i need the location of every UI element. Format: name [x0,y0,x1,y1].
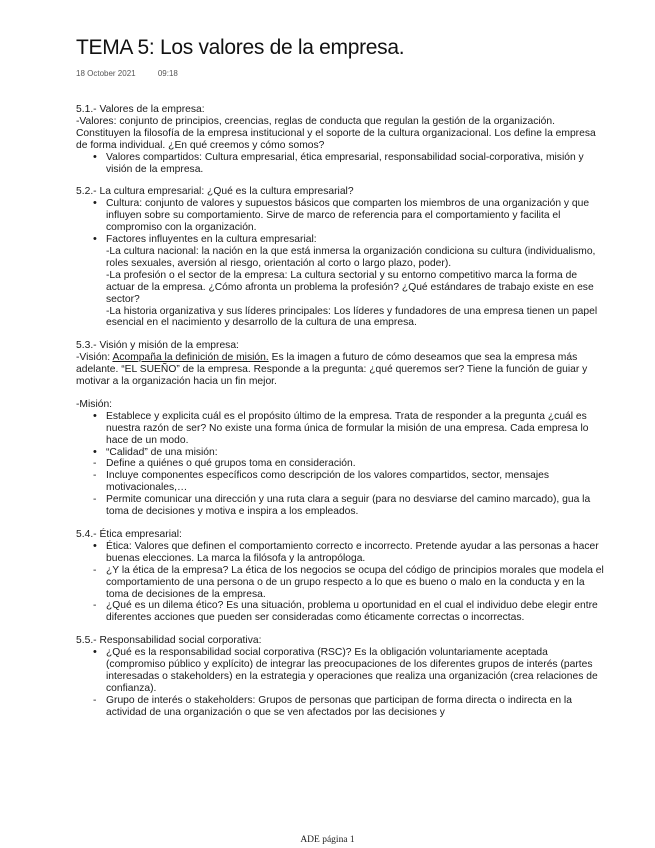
list-item: • Establece y explicita cuál es el propósito último de la empresa. Trata de responder a la pregunta ¿cuál es nuestra razón de ser? No existe una forma única de formular la misión de una empresa. Cada empresa lo hace de un modo. [106,411,608,447]
term-factores: Factores influyentes en la cultura empresarial: [106,234,317,246]
term-cultura: Cultura: [106,198,143,210]
bullet-list [76,198,608,329]
page-title: TEMA 5: Los valores de la empresa. [76,36,405,59]
dash-list [76,695,608,719]
list-item [106,565,608,601]
list-item [106,152,608,176]
term-etica-empresa: ¿Y la ética de la empresa? [106,564,229,576]
bullet-list [76,647,608,695]
term-mision: -Misión: [76,398,113,410]
definition-vision: Es la imagen a futuro de cómo deseamos que sea la empresa más adelante. “EL SUEÑO” de la empresa. Responde a la pregunta: ¿qué queremos ser? Tiene la función de guiar y motivar a la organización hacia un fin mejor. [76,352,588,388]
vision-underlined-note: Acompaña la definición de misión. [112,352,269,364]
note-date: 18 October 2021 [76,69,136,78]
list-item [106,234,608,329]
term-valores-compartidos: Valores compartidos: [106,151,202,163]
definition-valores: conjunto de principios, creencias, reglas de conducta que regulan la gestión de la organización. Constituyen la filosofía de la empresa institucional y el soporte de la cultura organizacional. Los define la empresa de forma individual. ¿En qué creemos y cómo somos? [76,115,596,151]
definition-profesion: La cultura sectorial y su entorno competitivo marca la forma de actuar de la empresa. ¿Cómo afronta un problema la profesión? ¿Qué estándares de trabajo existe en ese sector? [106,269,594,305]
definition-dilema-etico: Es una situación, problema u oportunidad en el cual el individuo debe elegir entre diferentes acciones que pueden ser consideradas como éticamente correctas o incorrectas. [106,600,598,624]
term-valores: -Valores: [76,115,117,127]
section-heading-5-1: 5.1.- Valores de la empresa: [76,104,205,115]
definition-stakeholders: Grupos de personas que participan de forma directa o indirecta en la actividad de una organización o que se ven afectados por las decisiones y [106,694,572,718]
note-body [76,104,608,719]
term-vision: -Visión: [76,352,111,364]
factor-nacional [106,246,608,270]
list-item: - Incluye componentes específicos como descripción de los valores compartidos, sector, mensajes motivacionales,… [106,470,608,494]
section-heading-5-3: 5.3.- Visión y misión de la empresa: [76,340,239,352]
term-dilema-etico: ¿Qué es un dilema ético? [106,600,224,612]
dash-list [76,565,608,625]
section-heading-5-5: 5.5.- Responsabilidad social corporativa: [76,635,262,647]
note-timestamp [76,69,178,78]
list-item [106,695,608,719]
definition-historia: Los líderes y fundadores de una empresa tienen un papel esencial en el nacimiento y desarrollo de la cultura de una empresa. [106,305,598,329]
term-cultura-nacional: -La cultura nacional: [106,245,199,257]
list-item [106,600,608,624]
bullet-list [76,411,608,459]
definition-rsc: Es la obligación voluntariamente aceptada (compromiso público y explícito) de integrar las preocupaciones de los diferentes grupos de interés (partes interesadas o stakeholders) en la estrategia y operaciones que realiza una organización (crea relaciones de confianza). [106,647,598,694]
paragraph-valores [76,116,608,152]
definition-etica-empresa: La ética de los negocios se ocupa del código de principios morales que modela el comportamiento de una persona o de un grupo respecto a lo que es bueno o malo en la conducta y en la toma de decisiones de la empresa. [106,564,604,600]
dash-list [76,458,608,518]
paragraph-vision [76,352,608,388]
note-time: 09:18 [157,69,178,78]
definition-etica: Valores que definen el comportamiento correcto e incorrecto. Pretende ayudar a las personas a hacer buenas elecciones. La marca la filósofa y la antropóloga. [106,540,599,564]
section-heading-5-2: 5.2.- La cultura empresarial: ¿Qué es la cultura empresarial? [76,186,354,198]
list-item: • “Calidad” de una misión: [106,447,608,459]
definition-cultura-nacional: la nación en la que está inmersa la organización condiciona su cultura (individualismo, roles sexuales, aversión al riesgo, orientación al corto o largo plazo, poder). [106,245,596,269]
bullet-list [76,541,608,565]
page-footer: ADE página 1 [300,835,355,845]
term-etica: Ética: [106,540,132,552]
definition-valores-compartidos: Cultura empresarial, ética empresarial, responsabilidad social-corporativa, misión y visión de la empresa. [106,151,584,175]
term-rsc: ¿Qué es la responsabilidad social corporativa (RSC)? [106,647,352,659]
bullet-list [76,152,608,176]
list-item [106,198,608,234]
list-item: - Define a quiénes o qué grupos toma en consideración. [106,458,608,470]
term-historia: -La historia organizativa y sus líderes principales: [106,305,331,317]
term-stakeholders: Grupo de interés o stakeholders: [106,694,256,706]
factor-historia [106,306,608,330]
factor-profesion [106,270,608,306]
list-item: - Permite comunicar una dirección y una ruta clara a seguir (para no desviarse del camino marcado), gua la toma de decisiones y motiva e inspira a los empleados. [106,494,608,518]
list-item [106,541,608,565]
section-heading-5-4: 5.4.- Ética empresarial: [76,529,182,540]
definition-cultura: conjunto de valores y supuestos básicos que comparten los miembros de una organización y que influyen sobre su comportamiento. Sirve de marco de referencia para el comportamiento y facilita el compromiso con la organización. [106,198,590,234]
term-profesion: -La profesión o el sector de la empresa: [106,269,288,281]
list-item [106,647,608,695]
